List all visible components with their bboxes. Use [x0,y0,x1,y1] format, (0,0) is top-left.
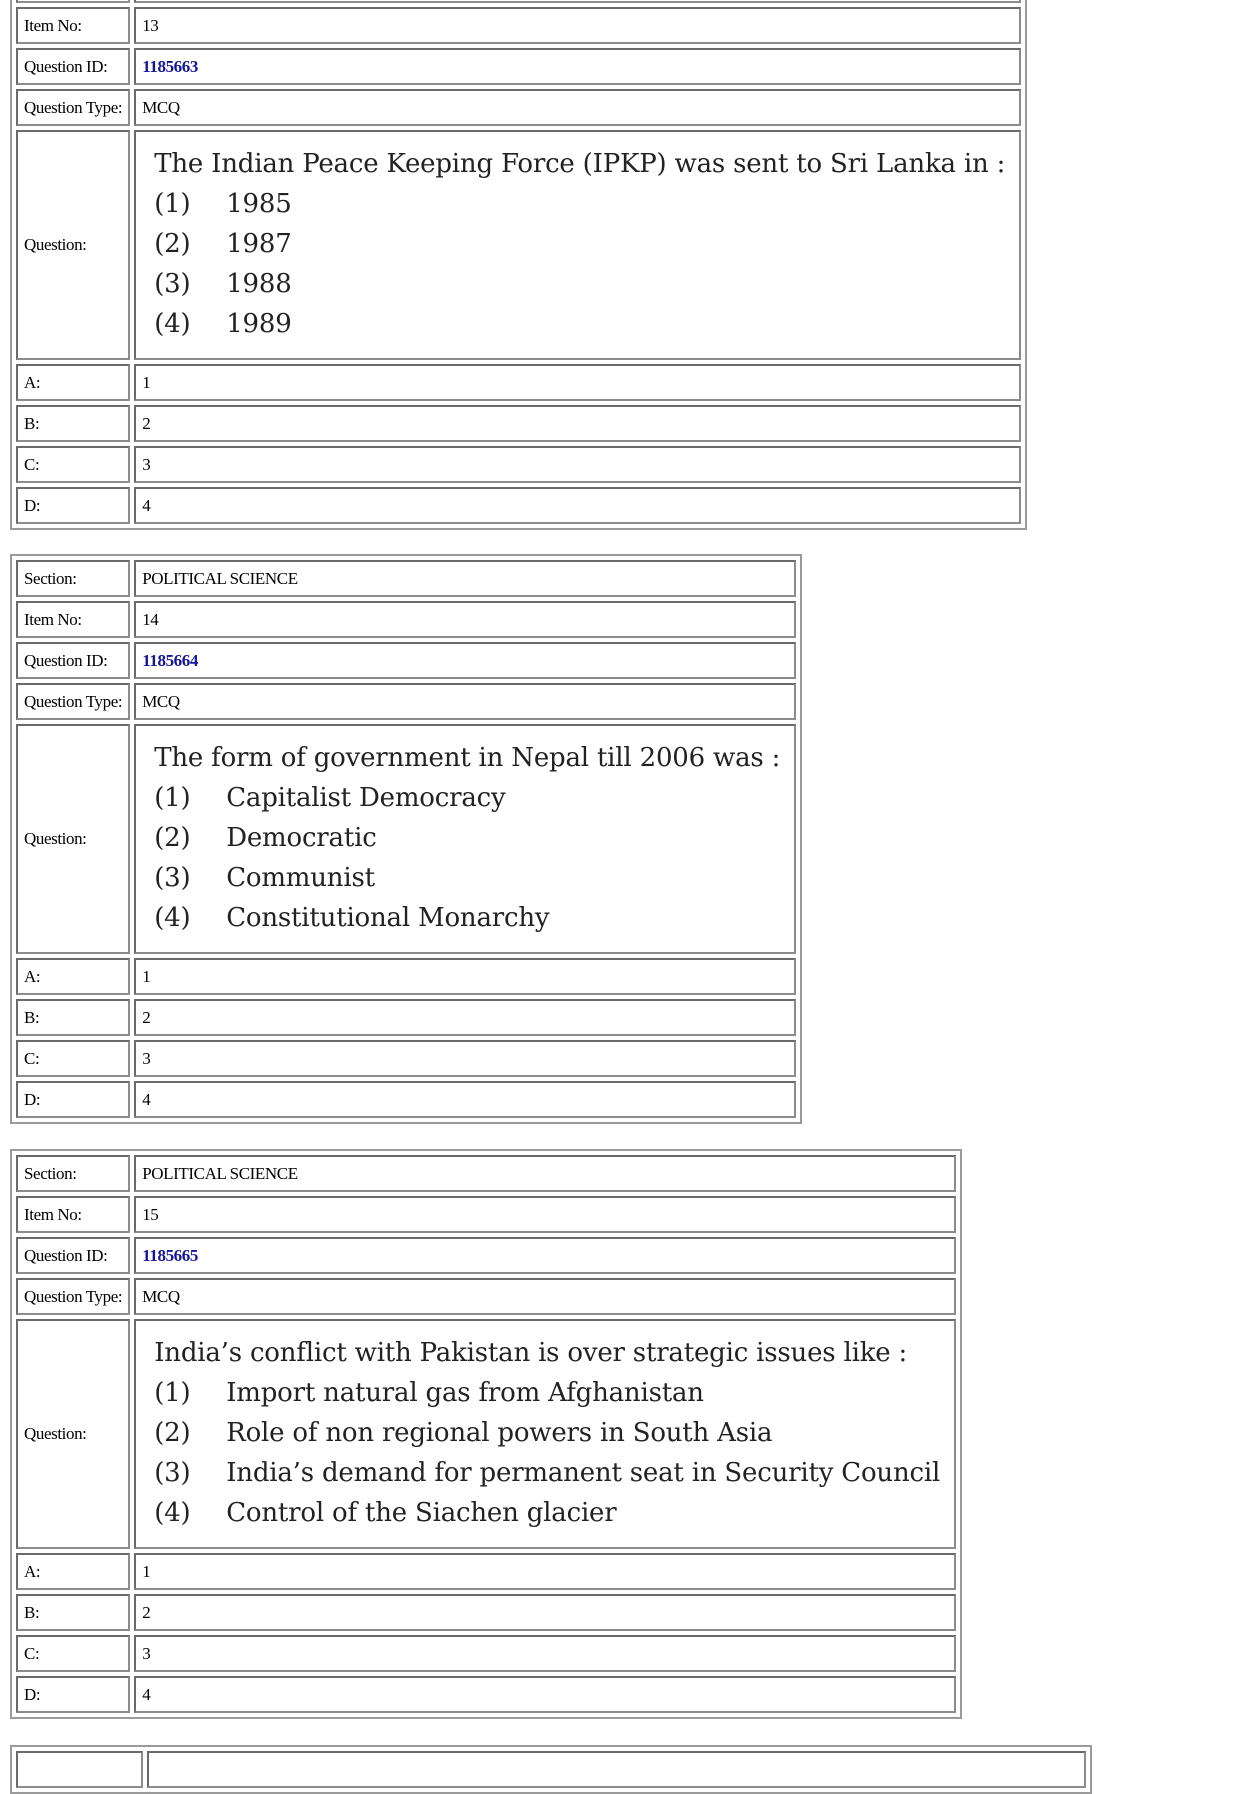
answer-d-value: 4 [134,1081,796,1118]
partial-value-cell [134,0,1021,3]
option-number: (4) [154,903,191,933]
question-content [134,1319,956,1549]
partial-row [16,0,1021,3]
answer-a-value: 1 [134,1553,956,1590]
question-type-value: MCQ [134,1278,956,1315]
answer-b-label: B: [16,999,130,1036]
answer-c-row [16,1040,796,1077]
question-id-label: Question ID: [16,642,130,679]
question-stem: The form of government in Nepal till 2006 was : [154,743,781,773]
question-label: Question: [16,130,130,360]
question-option [154,898,780,938]
option-text: 1985 [226,189,292,219]
question-type-row [16,89,1021,126]
answer-a-row [16,364,1021,401]
question-text [154,144,1005,344]
item-no-row [16,7,1021,44]
item-no-value: 15 [134,1196,956,1233]
partial-label-cell [16,1751,143,1788]
option-number: (2) [154,1418,191,1448]
question-stem: India’s conflict with Pakistan is over strategic issues like : [154,1338,908,1368]
section-value: POLITICAL SCIENCE [134,560,796,597]
question-id-value: 1185665 [134,1237,956,1274]
item-no-label: Item No: [16,7,130,44]
question-type-label: Question Type: [16,1278,130,1315]
answer-a-label: A: [16,1553,130,1590]
section-label: Section: [16,560,130,597]
answer-c-row [16,446,1021,483]
option-text: Communist [226,863,375,893]
option-number: (2) [154,823,191,853]
question-id-label: Question ID: [16,1237,130,1274]
section-label: Section: [16,1155,130,1192]
answer-a-value: 1 [134,958,796,995]
option-number: (4) [154,309,191,339]
answer-d-label: D: [16,487,130,524]
answer-b-value: 2 [134,1594,956,1631]
answer-d-label: D: [16,1081,130,1118]
question-table-13 [10,0,1027,530]
question-row [16,1319,956,1549]
question-id-row [16,642,796,679]
answer-c-label: C: [16,1040,130,1077]
option-number: (3) [154,1458,191,1488]
question-option [154,1493,940,1533]
question-option [154,1373,940,1413]
question-type-row [16,683,796,720]
option-text: 1989 [226,309,292,339]
question-text [154,1333,940,1533]
question-label: Question: [16,1319,130,1549]
answer-d-value: 4 [134,1676,956,1713]
answer-b-row [16,999,796,1036]
option-text: Import natural gas from Afghanistan [226,1378,704,1408]
section-row [16,560,796,597]
answer-b-value: 2 [134,405,1021,442]
answer-c-label: C: [16,446,130,483]
option-text: 1988 [226,269,292,299]
option-text: Capitalist Democracy [226,783,506,813]
question-option [154,778,780,818]
answer-a-row [16,1553,956,1590]
answer-a-label: A: [16,364,130,401]
answer-c-label: C: [16,1635,130,1672]
question-id-value: 1185664 [134,642,796,679]
question-row [16,130,1021,360]
option-text: Control of the Siachen glacier [226,1498,617,1528]
item-no-label: Item No: [16,601,130,638]
question-id-row [16,48,1021,85]
question-text [154,738,780,938]
option-number: (4) [154,1498,191,1528]
question-type-value: MCQ [134,683,796,720]
answer-d-row [16,487,1021,524]
option-number: (3) [154,863,191,893]
answer-c-value: 3 [134,446,1021,483]
answer-d-row [16,1081,796,1118]
option-number: (2) [154,229,191,259]
answer-b-label: B: [16,1594,130,1631]
question-option [154,264,1005,304]
question-content [134,724,796,954]
item-no-row [16,1196,956,1233]
question-id-row [16,1237,956,1274]
answer-a-row [16,958,796,995]
question-option [154,304,1005,344]
question-option [154,1453,940,1493]
answer-c-row [16,1635,956,1672]
question-type-value: MCQ [134,89,1021,126]
option-number: (1) [154,189,191,219]
question-table-14 [10,554,802,1124]
question-option [154,184,1005,224]
answer-d-value: 4 [134,487,1021,524]
option-number: (1) [154,1378,191,1408]
item-no-value: 13 [134,7,1021,44]
question-option [154,858,780,898]
answer-d-label: D: [16,1676,130,1713]
question-option [154,1413,940,1453]
option-text: Constitutional Monarchy [226,903,550,933]
item-no-row [16,601,796,638]
option-text: Democratic [226,823,377,853]
question-type-label: Question Type: [16,89,130,126]
answer-a-label: A: [16,958,130,995]
answer-a-value: 1 [134,364,1021,401]
partial-label-cell [16,0,130,3]
option-text: Role of non regional powers in South Asia [226,1418,773,1448]
question-table-next [10,1745,1092,1794]
answer-c-value: 3 [134,1635,956,1672]
question-table-15 [10,1149,962,1719]
option-text: India’s demand for permanent seat in Security Council [226,1458,941,1488]
question-content [134,130,1021,360]
question-option [154,818,780,858]
item-no-value: 14 [134,601,796,638]
answer-b-label: B: [16,405,130,442]
answer-d-row [16,1676,956,1713]
answer-b-row [16,1594,956,1631]
question-id-label: Question ID: [16,48,130,85]
question-type-label: Question Type: [16,683,130,720]
answer-b-value: 2 [134,999,796,1036]
option-text: 1987 [226,229,292,259]
question-type-row [16,1278,956,1315]
partial-row [16,1751,1086,1788]
option-number: (3) [154,269,191,299]
section-row [16,1155,956,1192]
partial-value-cell [147,1751,1086,1788]
option-number: (1) [154,783,191,813]
question-row [16,724,796,954]
question-label: Question: [16,724,130,954]
question-option [154,224,1005,264]
question-id-value: 1185663 [134,48,1021,85]
question-stem: The Indian Peace Keeping Force (IPKP) was sent to Sri Lanka in : [154,149,1006,179]
section-value: POLITICAL SCIENCE [134,1155,956,1192]
item-no-label: Item No: [16,1196,130,1233]
answer-b-row [16,405,1021,442]
answer-c-value: 3 [134,1040,796,1077]
